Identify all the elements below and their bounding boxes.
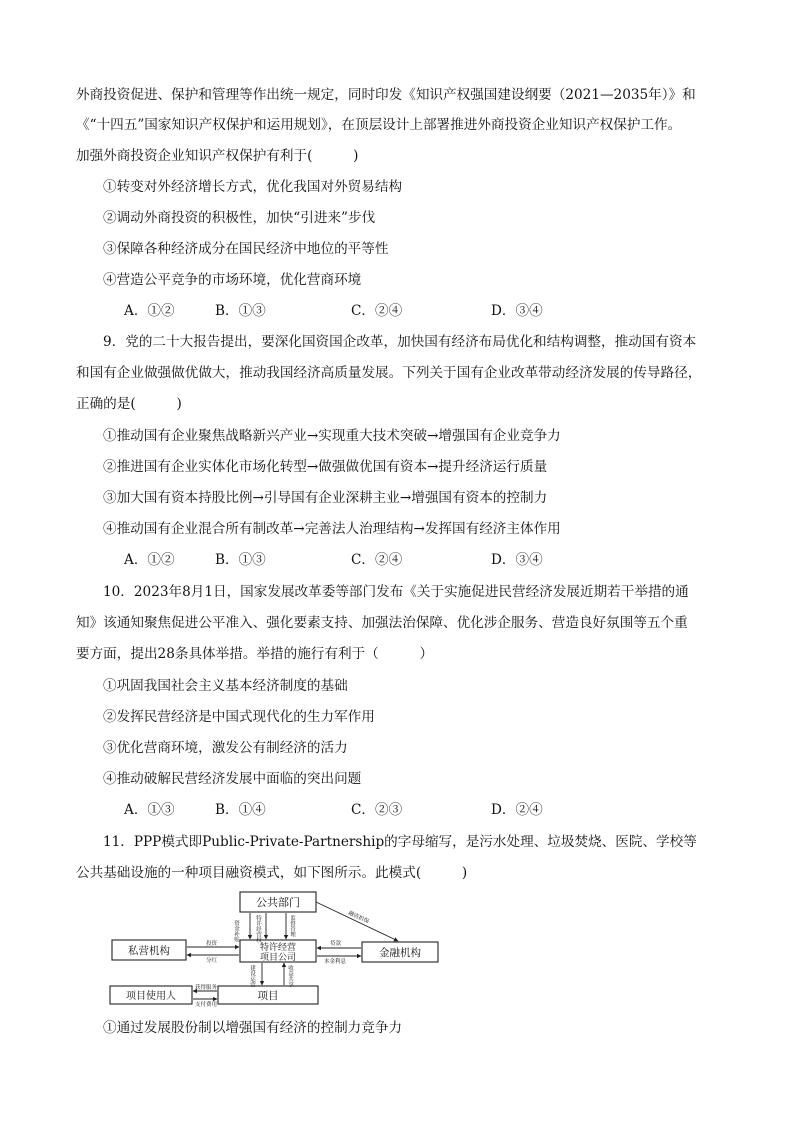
- q8-stem-line-2: 《“十四五”国家知识产权保护和运用规划》，在顶层设计上部署推进外商投资企业知识产权保护工作。: [76, 117, 682, 133]
- q10-option-d: D．②④: [491, 802, 543, 818]
- q11-stem-line-2: 公共基础设施的一种项目融资模式，如下图所示。此模式( ): [76, 865, 468, 881]
- q9-option-a: A．①②: [124, 552, 175, 568]
- spv-label-1: 特许经营: [259, 943, 297, 953]
- revenue-share-label: 收益共享: [287, 965, 293, 987]
- q8-option-a: A．①②: [124, 303, 175, 319]
- service-label: 获得服务: [195, 985, 218, 991]
- q10-stem-line-2: 知》该通知聚焦促进公平准入、强化要素支持、加强法治保障、优化涉企服务、营造良好氛围等五个重: [76, 615, 688, 631]
- repay-label: 本金利息: [324, 959, 347, 965]
- q8-item-4: ④营造公平竞争的市场环境，优化营商环境: [103, 272, 362, 288]
- q9-item-2: ②推进国有企业实体化市场化转型→做强做优国有资本→提升经济运行质量: [103, 459, 548, 475]
- spv-label-2: 项目公司: [259, 953, 297, 963]
- q10-item-3: ③优化营商环境，激发公有制经济的活力: [103, 740, 348, 756]
- q11-item-1: ①通过发展股份制以增强国有经济的控制力竞争力: [103, 1020, 403, 1036]
- q9-item-1: ①推动国有企业聚焦战略新兴产业→实现重大技术突破→增强国有企业竞争力: [103, 428, 561, 444]
- public-sector-label: 公共部门: [256, 896, 300, 909]
- q8-stem-line-3: 加强外商投资企业知识产权保护有利于( ): [76, 148, 359, 164]
- q10-stem-line-1: 10．2023年8月1日，国家发展改革委等部门发布《关于实施促进民营经济发展近期若干举措的通: [103, 584, 689, 600]
- q10-stem-line-3: 要方面，提出28条具体举措。举措的施行有利于（ ）: [76, 646, 434, 662]
- financial-institution-label: 金融机构: [379, 947, 421, 959]
- q10-option-c: C．②③: [351, 802, 403, 818]
- supervise-label: 监督管理: [289, 915, 295, 937]
- q9-item-3: ③加大国有资本持股比例→引导国有企业深耕主业→增强国有资本的控制力: [103, 490, 548, 506]
- q10-item-4: ④推动破解民营经济发展中面临的突出问题: [103, 771, 362, 787]
- q8-item-2: ②调动外商投资的积极性，加快“引进来”步伐: [103, 210, 376, 226]
- q8-option-c: C．②④: [351, 303, 403, 319]
- project-user-label: 项目使用人: [126, 991, 176, 1002]
- q9-option-c: C．②④: [351, 552, 403, 568]
- pay-label: 支付费用: [195, 1002, 218, 1008]
- q10-item-2: ②发挥民营经济是中国式现代化的生力军作用: [103, 709, 375, 725]
- q10-option-b: B．①④: [215, 802, 266, 818]
- private-institution-label: 私营机构: [128, 945, 170, 957]
- dividend-label: 分红: [206, 958, 218, 964]
- q8-item-1: ①转变对外经济增长方式，优化我国对外贸易结构: [103, 179, 403, 195]
- q9-item-4: ④推动国有企业混合所有制改革→完善法人治理结构→发挥国有经济主体作用: [103, 521, 561, 537]
- q9-stem-line-2: 和国有企业做强做优做大，推动我国经济高质量发展。下列关于国有企业改革带动经济发展的传导路径，: [76, 365, 702, 381]
- guarantee-label: 融资担保: [347, 910, 370, 926]
- q9-stem-line-1: 9．党的二十大报告提出，要深化国资国企改革，加快国有经济布局优化和结构调整，推动国有资本: [103, 334, 697, 350]
- invest-label: 投资: [206, 941, 218, 947]
- q11-stem-line-1: 11．PPP模式即Public-Private-Partnership的字母缩写，是污水处理、垃圾焚烧、医院、学校等: [103, 834, 697, 850]
- q8-option-d: D．③④: [491, 303, 543, 319]
- q8-option-b: B．①③: [215, 303, 266, 319]
- q9-stem-line-3: 正确的是( ): [76, 396, 182, 412]
- q10-item-1: ①巩固我国社会主义基本经济制度的基础: [103, 678, 348, 694]
- subsidy-label: 资金补贴: [233, 920, 239, 942]
- build-operate-label: 建设运营: [249, 965, 255, 987]
- franchise-label: 特许经营权: [255, 915, 261, 943]
- project-label: 项目: [257, 990, 279, 1002]
- loan-label: 贷款: [330, 941, 342, 947]
- q8-stem-line-1: 外商投资促进、保护和管理等作出统一规定，同时印发《知识产权强国建设纲要（2021—2035年）》和: [76, 87, 696, 103]
- ppp-diagram: [108, 890, 448, 1010]
- q10-option-a: A．①③: [124, 802, 175, 818]
- q9-option-b: B．①③: [215, 552, 266, 568]
- q8-item-3: ③保障各种经济成分在国民经济中地位的平等性: [103, 241, 389, 257]
- q9-option-d: D．③④: [491, 552, 543, 568]
